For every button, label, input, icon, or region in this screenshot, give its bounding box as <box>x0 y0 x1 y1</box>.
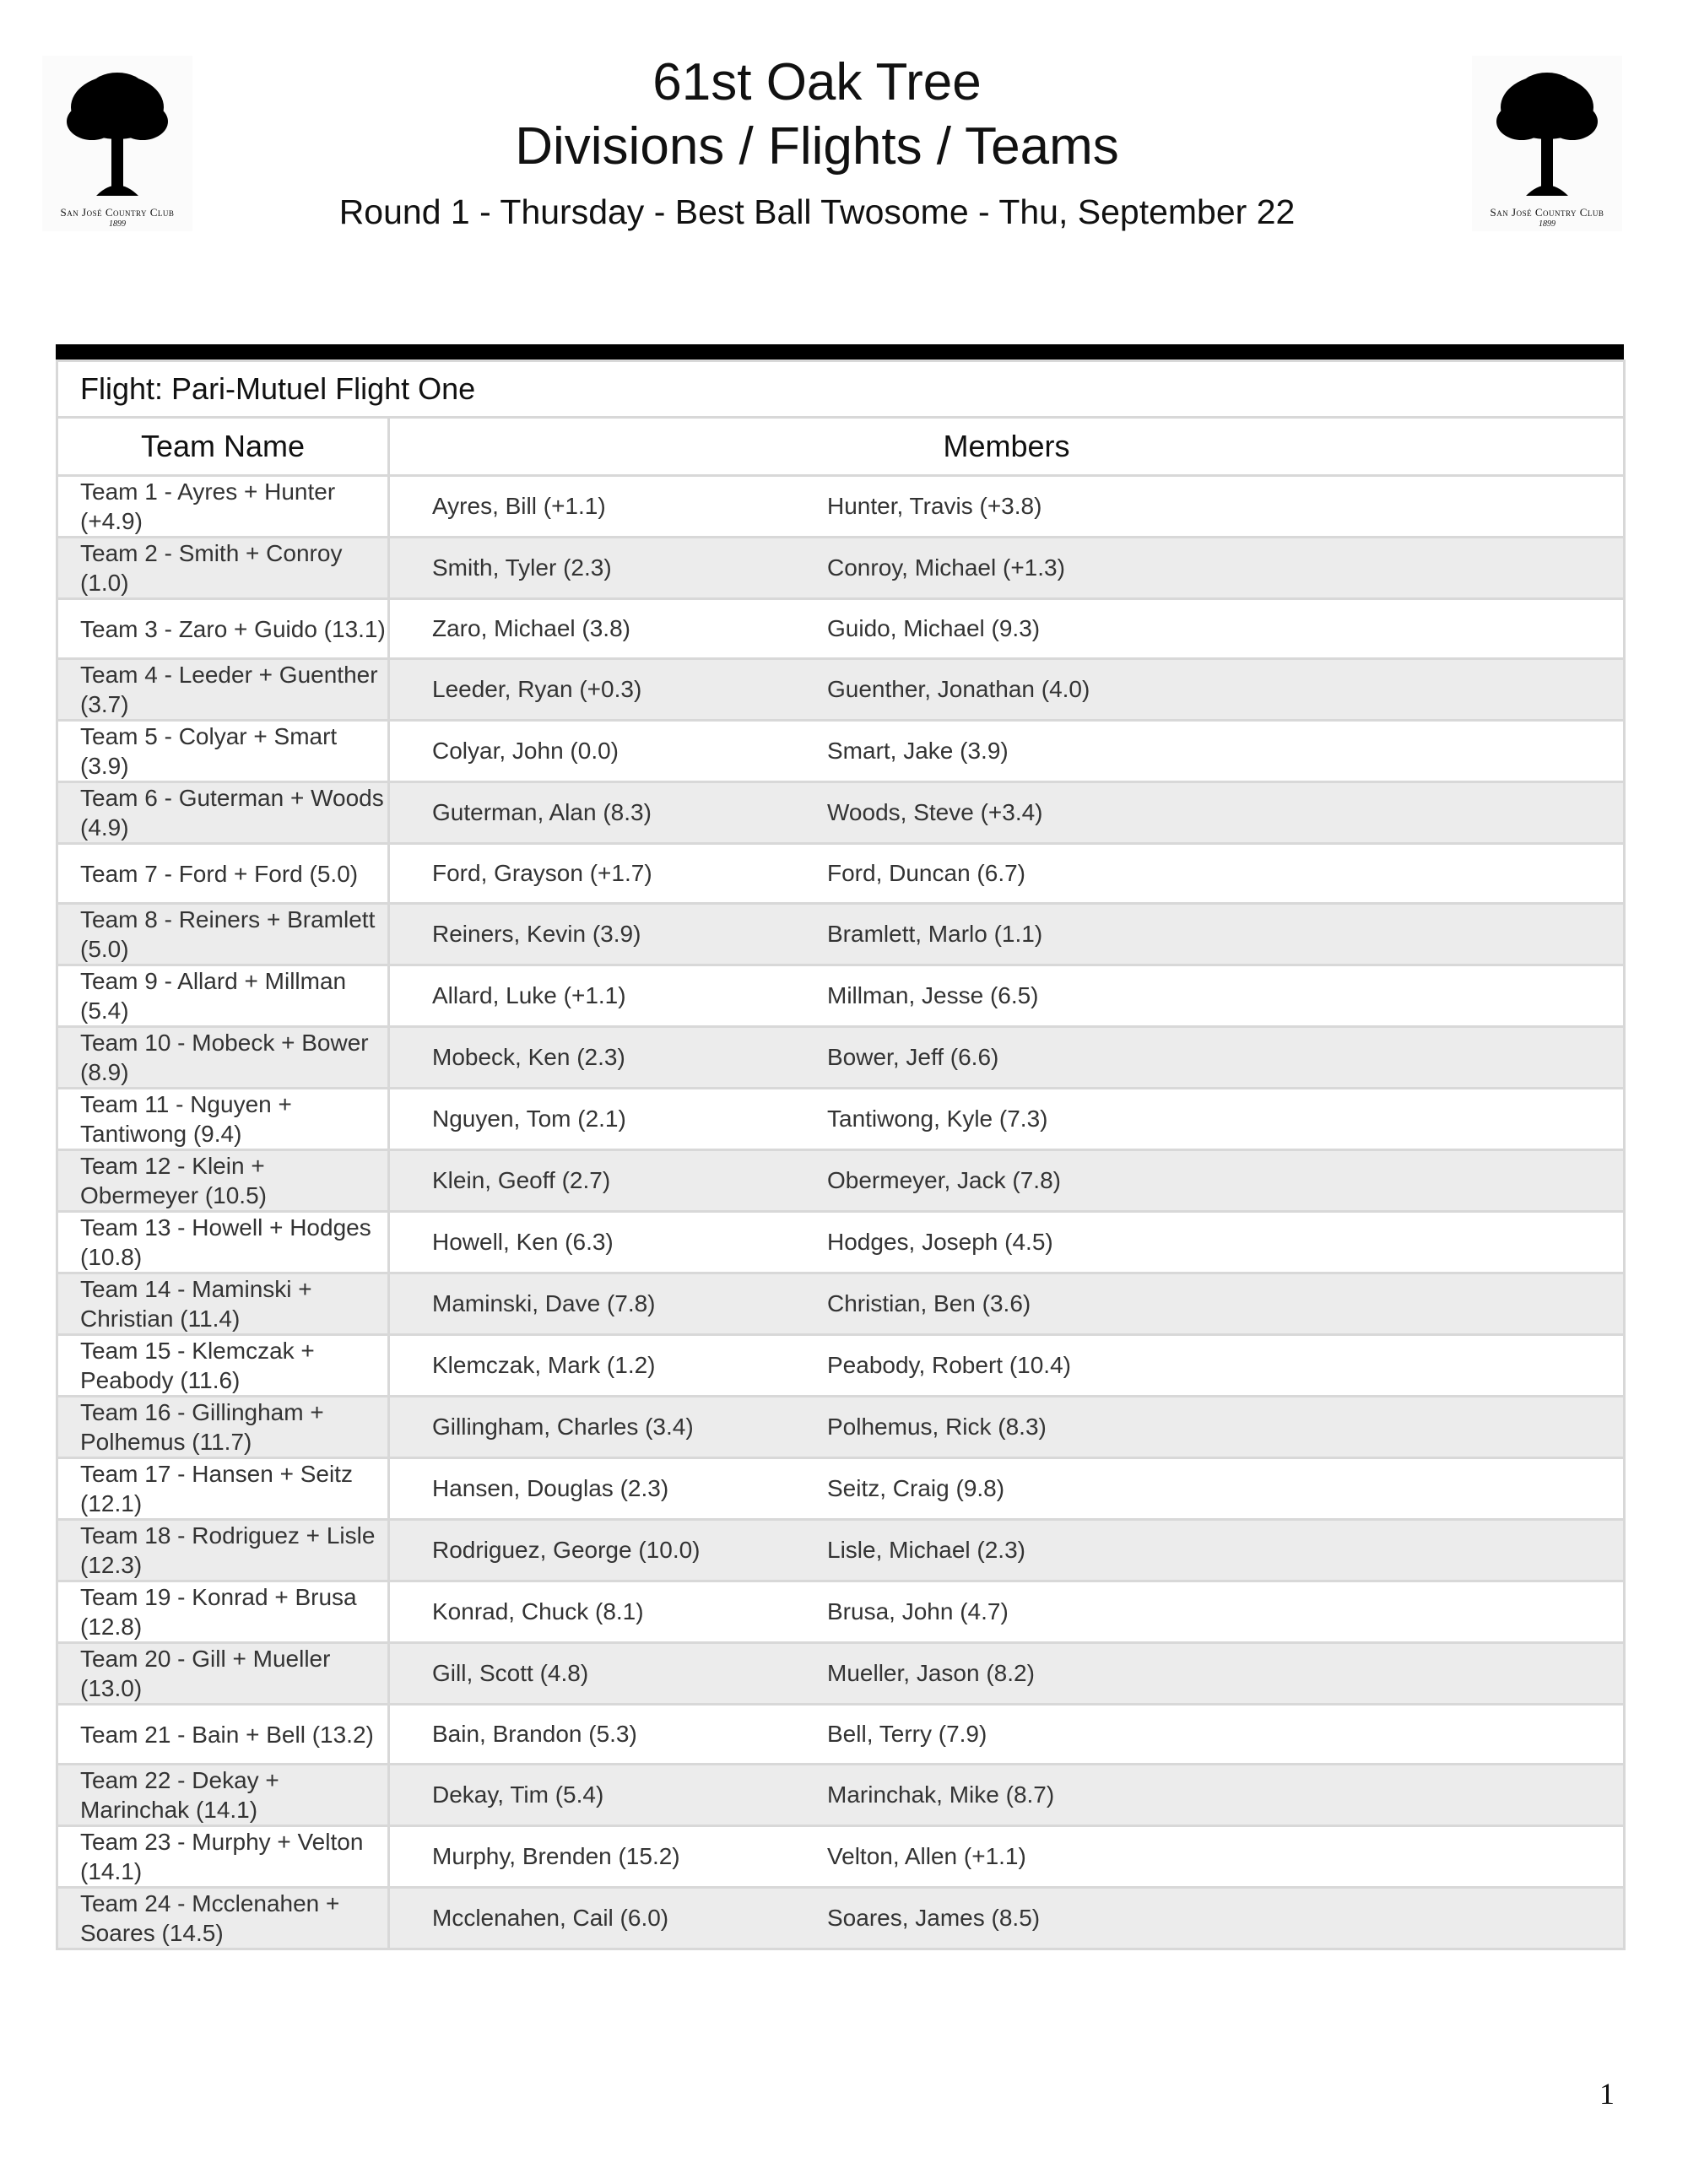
member-1: Mobeck, Ken (2.3) <box>432 1044 625 1070</box>
team-members <box>389 538 1625 599</box>
team-members <box>389 1643 1625 1705</box>
round-info: Round 1 - Thursday - Best Ball Twosome - Thu, September 22 <box>338 192 1296 231</box>
team-name: Team 21 - Bain + Bell (13.2) <box>57 1705 389 1765</box>
member-1: Smith, Tyler (2.3) <box>432 554 612 581</box>
member-2: Guido, Michael (9.3) <box>827 615 1041 641</box>
team-name: Team 23 - Murphy + Velton (14.1) <box>57 1826 389 1888</box>
team-members <box>389 1888 1625 1949</box>
team-members <box>389 1212 1625 1273</box>
table-row <box>57 538 1625 599</box>
table-row <box>57 721 1625 782</box>
member-2: Hodges, Joseph (4.5) <box>827 1229 1053 1255</box>
team-members <box>389 904 1625 965</box>
team-members <box>389 1705 1625 1765</box>
team-members <box>389 965 1625 1027</box>
table-row <box>57 782 1625 844</box>
member-1: Dekay, Tim (5.4) <box>432 1781 604 1808</box>
member-1: Nguyen, Tom (2.1) <box>432 1106 626 1132</box>
team-name: Team 13 - Howell + Hodges (10.8) <box>57 1212 389 1273</box>
page-number: 1 <box>1599 2077 1615 2111</box>
column-header-members: Members <box>389 418 1625 476</box>
member-2: Obermeyer, Jack (7.8) <box>827 1167 1061 1193</box>
team-name: Team 12 - Klein + Obermeyer (10.5) <box>57 1150 389 1212</box>
team-name: Team 17 - Hansen + Seitz (12.1) <box>57 1458 389 1520</box>
team-members <box>389 782 1625 844</box>
logo-year: 1899 <box>1539 219 1555 229</box>
table-row <box>57 1458 1625 1520</box>
logo-text: San José Country Club <box>60 206 175 219</box>
table-row <box>57 904 1625 965</box>
table-row <box>57 1705 1625 1765</box>
member-2: Lisle, Michael (2.3) <box>827 1537 1025 1563</box>
page-subtitle-heading: Divisions / Flights / Teams <box>515 117 1119 176</box>
member-1: Klemczak, Mark (1.2) <box>432 1352 656 1378</box>
member-1: Rodriguez, George (10.0) <box>432 1537 701 1563</box>
member-1: Klein, Geoff (2.7) <box>432 1167 611 1193</box>
column-header-team-name: Team Name <box>57 418 389 476</box>
member-2: Brusa, John (4.7) <box>827 1598 1009 1624</box>
table-row <box>57 476 1625 538</box>
member-2: Woods, Steve (+3.4) <box>827 799 1043 825</box>
team-name: Team 22 - Dekay + Marinchak (14.1) <box>57 1765 389 1826</box>
member-1: Zaro, Michael (3.8) <box>432 615 630 641</box>
table-row <box>57 1397 1625 1458</box>
team-members <box>389 1089 1625 1150</box>
team-name: Team 1 - Ayres + Hunter (+4.9) <box>57 476 389 538</box>
table-row <box>57 659 1625 721</box>
teams-table <box>56 359 1626 1950</box>
team-name: Team 10 - Mobeck + Bower (8.9) <box>57 1027 389 1089</box>
table-row <box>57 1150 1625 1212</box>
team-members <box>389 1581 1625 1643</box>
table-row <box>57 844 1625 904</box>
table-row <box>57 599 1625 659</box>
member-2: Smart, Jake (3.9) <box>827 738 1009 764</box>
team-members <box>389 1520 1625 1581</box>
team-members <box>389 476 1625 538</box>
member-2: Guenther, Jonathan (4.0) <box>827 676 1090 702</box>
team-members <box>389 659 1625 721</box>
table-row <box>57 1027 1625 1089</box>
member-1: Colyar, John (0.0) <box>432 738 619 764</box>
team-name: Team 9 - Allard + Millman (5.4) <box>57 965 389 1027</box>
member-1: Maminski, Dave (7.8) <box>432 1290 656 1316</box>
member-1: Ayres, Bill (+1.1) <box>432 493 606 519</box>
team-members <box>389 1335 1625 1397</box>
team-members <box>389 844 1625 904</box>
member-2: Ford, Duncan (6.7) <box>827 860 1025 886</box>
table-row <box>57 1826 1625 1888</box>
table-row <box>57 1212 1625 1273</box>
table-row <box>57 1765 1625 1826</box>
team-name: Team 2 - Smith + Conroy (1.0) <box>57 538 389 599</box>
table-row <box>57 1520 1625 1581</box>
team-name: Team 18 - Rodriguez + Lisle (12.3) <box>57 1520 389 1581</box>
member-2: Bramlett, Marlo (1.1) <box>827 921 1043 947</box>
table-row <box>57 1581 1625 1643</box>
flight-label: Flight: Pari-Mutuel Flight One <box>57 361 1625 418</box>
member-2: Bell, Terry (7.9) <box>827 1721 987 1747</box>
member-2: Polhemus, Rick (8.3) <box>827 1414 1047 1440</box>
team-members <box>389 721 1625 782</box>
page-title: 61st Oak Tree <box>652 53 982 111</box>
member-2: Tantiwong, Kyle (7.3) <box>827 1106 1048 1132</box>
member-2: Peabody, Robert (10.4) <box>827 1352 1071 1378</box>
team-name: Team 4 - Leeder + Guenther (3.7) <box>57 659 389 721</box>
member-2: Christian, Ben (3.6) <box>827 1290 1031 1316</box>
team-name: Team 7 - Ford + Ford (5.0) <box>57 844 389 904</box>
team-members <box>389 1150 1625 1212</box>
team-members <box>389 1027 1625 1089</box>
member-2: Bower, Jeff (6.6) <box>827 1044 999 1070</box>
member-1: Murphy, Brenden (15.2) <box>432 1843 680 1869</box>
member-1: Gill, Scott (4.8) <box>432 1660 589 1686</box>
team-name: Team 5 - Colyar + Smart (3.9) <box>57 721 389 782</box>
team-name: Team 20 - Gill + Mueller (13.0) <box>57 1643 389 1705</box>
team-name: Team 14 - Maminski + Christian (11.4) <box>57 1273 389 1335</box>
table-row <box>57 1888 1625 1949</box>
team-members <box>389 1273 1625 1335</box>
member-1: Mcclenahen, Cail (6.0) <box>432 1905 669 1931</box>
team-name: Team 19 - Konrad + Brusa (12.8) <box>57 1581 389 1643</box>
team-name: Team 16 - Gillingham + Polhemus (11.7) <box>57 1397 389 1458</box>
team-members <box>389 1458 1625 1520</box>
member-1: Konrad, Chuck (8.1) <box>432 1598 644 1624</box>
table-row <box>57 965 1625 1027</box>
team-name: Team 3 - Zaro + Guido (13.1) <box>57 599 389 659</box>
logo-year: 1899 <box>109 219 126 229</box>
member-1: Reiners, Kevin (3.9) <box>432 921 641 947</box>
team-members <box>389 1826 1625 1888</box>
member-2: Millman, Jesse (6.5) <box>827 982 1039 1008</box>
member-2: Velton, Allen (+1.1) <box>827 1843 1026 1869</box>
member-1: Gillingham, Charles (3.4) <box>432 1414 694 1440</box>
table-row <box>57 1335 1625 1397</box>
member-2: Seitz, Craig (9.8) <box>827 1475 1005 1501</box>
table-row <box>57 1643 1625 1705</box>
team-name: Team 8 - Reiners + Bramlett (5.0) <box>57 904 389 965</box>
logo-text: San José Country Club <box>1490 206 1604 219</box>
member-1: Hansen, Douglas (2.3) <box>432 1475 669 1501</box>
member-1: Guterman, Alan (8.3) <box>432 799 652 825</box>
member-2: Hunter, Travis (+3.8) <box>827 493 1042 519</box>
section-divider-bar <box>56 344 1624 359</box>
member-1: Bain, Brandon (5.3) <box>432 1721 637 1747</box>
member-1: Howell, Ken (6.3) <box>432 1229 614 1255</box>
member-2: Marinchak, Mike (8.7) <box>827 1781 1055 1808</box>
team-name: Team 6 - Guterman + Woods (4.9) <box>57 782 389 844</box>
member-1: Allard, Luke (+1.1) <box>432 982 626 1008</box>
team-name: Team 15 - Klemczak + Peabody (11.6) <box>57 1335 389 1397</box>
table-row <box>57 1089 1625 1150</box>
team-members <box>389 1397 1625 1458</box>
team-members <box>389 599 1625 659</box>
team-name: Team 11 - Nguyen + Tantiwong (9.4) <box>57 1089 389 1150</box>
table-row <box>57 1273 1625 1335</box>
member-1: Ford, Grayson (+1.7) <box>432 860 652 886</box>
team-name: Team 24 - Mcclenahen + Soares (14.5) <box>57 1888 389 1949</box>
member-1: Leeder, Ryan (+0.3) <box>432 676 642 702</box>
member-2: Mueller, Jason (8.2) <box>827 1660 1035 1686</box>
member-2: Conroy, Michael (+1.3) <box>827 554 1065 581</box>
member-2: Soares, James (8.5) <box>827 1905 1041 1931</box>
team-members <box>389 1765 1625 1826</box>
